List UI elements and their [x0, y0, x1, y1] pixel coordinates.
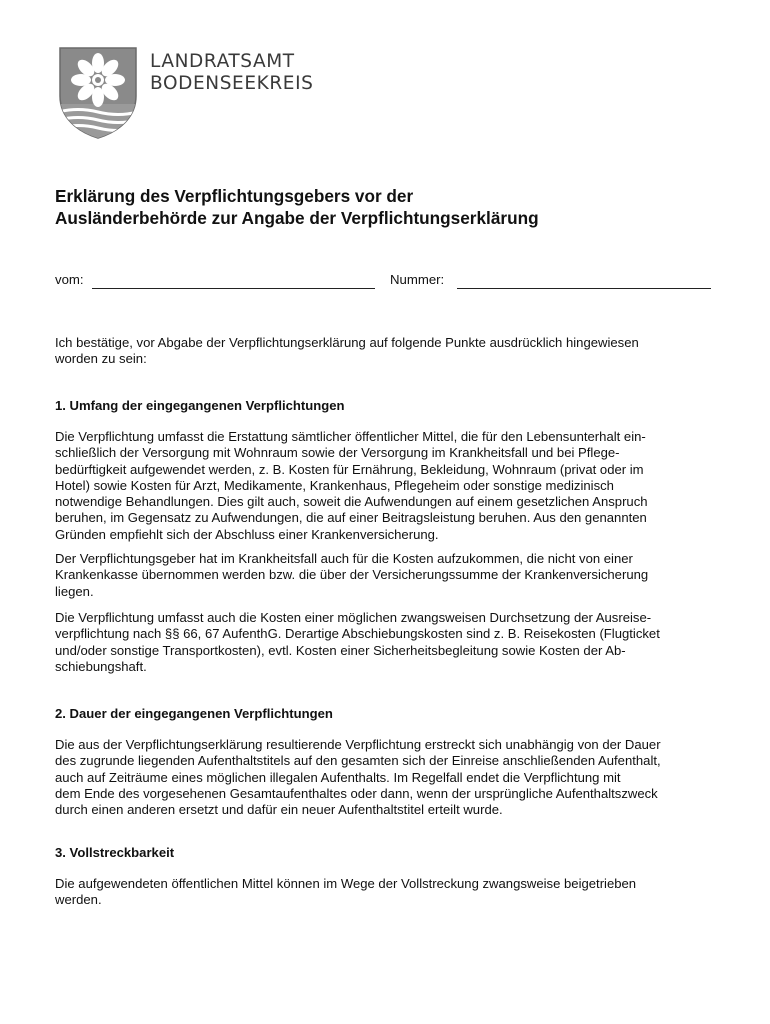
text-line: Der Verpflichtungsgeber hat im Krankheitsfall auch für die Kosten aufzukommen, die nicht von einer: [55, 551, 633, 566]
text-line: auch auf Zeiträume eines möglichen illegalen Aufenthalts. Im Regelfall endet die Verpflichtung mit: [55, 769, 621, 785]
text-line: schiebungshaft.: [55, 658, 147, 674]
text-line: liegen.: [55, 583, 94, 599]
nummer-label: Nummer:: [390, 272, 445, 287]
intro-line-1: Ich bestätige, vor Abgabe der Verpflichtungserklärung auf folgende Punkte ausdrücklich hingewiesen: [55, 335, 639, 350]
intro-paragraph: [55, 335, 720, 368]
org-line-1: LANDRATSAMT: [150, 51, 295, 72]
text-line: notwendige Behandlungen. Dies gilt auch, soweit die Aufwendungen auf einem gesetzlichen Anspruch: [55, 494, 648, 510]
section-3-paragraph-1: [55, 876, 720, 909]
text-line: Die aus der Verpflichtungserklärung resultierende Verpflichtung erstreckt sich unabhängig von der Dauer: [55, 737, 661, 752]
title-line-1: Erklärung des Verpflichtungsgebers vor der: [55, 186, 414, 206]
text-line: schließlich der Versorgung mit Wohnraum sowie der Versorgung im Krankheitsfall und bei Pflege-: [55, 445, 620, 461]
section-2-heading: 2. Dauer der eingegangenen Verpflichtungen: [55, 706, 333, 721]
text-line: bedürftigkeit aufgewendet werden, z. B. Kosten für Ernährung, Bekleidung, Wohnraum (privat oder im: [55, 461, 644, 477]
text-line: Die Verpflichtung umfasst auch die Kosten einer möglichen zwangsweisen Durchsetzung der Ausreise-: [55, 610, 652, 625]
section-1-heading: 1. Umfang der eingegangenen Verpflichtungen: [55, 398, 345, 413]
organization-name: [150, 51, 314, 95]
coat-of-arms-icon: [58, 46, 138, 140]
section-1-paragraph-3: [55, 610, 720, 675]
text-line: Die aufgewendeten öffentlichen Mittel können im Wege der Vollstreckung zwangsweise beigetrieben: [55, 876, 637, 891]
text-line: werden.: [55, 892, 102, 908]
vom-label: vom:: [55, 272, 84, 287]
title-line-2: Ausländerbehörde zur Angabe der Verpflichtungserklärung: [55, 208, 539, 228]
text-line: Gründen empfiehlt sich der Abschluss einer Krankenversicherung.: [55, 526, 439, 542]
text-line: Die Verpflichtung umfasst die Erstattung sämtlicher öffentlicher Mittel, die für den Lebensunterhalt ein-: [55, 429, 646, 444]
text-line: durch einen anderen ersetzt und dafür ein neuer Aufenthaltstitel erteilt wurde.: [55, 802, 503, 818]
org-line-2: BODENSEEKREIS: [150, 73, 314, 94]
text-line: dem Ende des vorgesehenen Gesamtaufenthaltes oder dann, wenn der ursprüngliche Aufenthaltszweck: [55, 785, 658, 801]
section-3-heading: 3. Vollstreckbarkeit: [55, 845, 175, 860]
text-line: beruhen, im Gegensatz zu Aufwendungen, die auf einer Beitragsleistung beruhen. Aus den genannten: [55, 510, 647, 526]
section-1-paragraph-2: [55, 551, 720, 600]
text-line: und/oder sonstige Transportkosten), evtl. Kosten einer Sicherheitsbegleitung sowie Kosten der Ab-: [55, 642, 626, 658]
document-title: [55, 185, 735, 229]
text-line: verpflichtung nach §§ 66, 67 AufenthG. Derartige Abschiebungskosten sind z. B. Reisekosten (Flugticket: [55, 626, 660, 642]
section-2-paragraph-1: [55, 737, 720, 818]
text-line: des zugrunde liegenden Aufenthaltstitels auf den gesamten sich der Einreise anschließenden Aufenthalt,: [55, 753, 661, 769]
intro-line-2: worden zu sein:: [55, 351, 147, 367]
vom-field[interactable]: [92, 288, 375, 289]
text-line: Hotel) sowie Kosten für Arzt, Medikamente, Krankenhaus, Pflegeheim oder sonstige medizinisch: [55, 477, 614, 493]
nummer-field[interactable]: [457, 288, 711, 289]
section-1-paragraph-1: [55, 429, 720, 543]
text-line: Krankenkasse übernommen werden bzw. die über der Versicherungssumme der Krankenversicherung: [55, 567, 649, 583]
